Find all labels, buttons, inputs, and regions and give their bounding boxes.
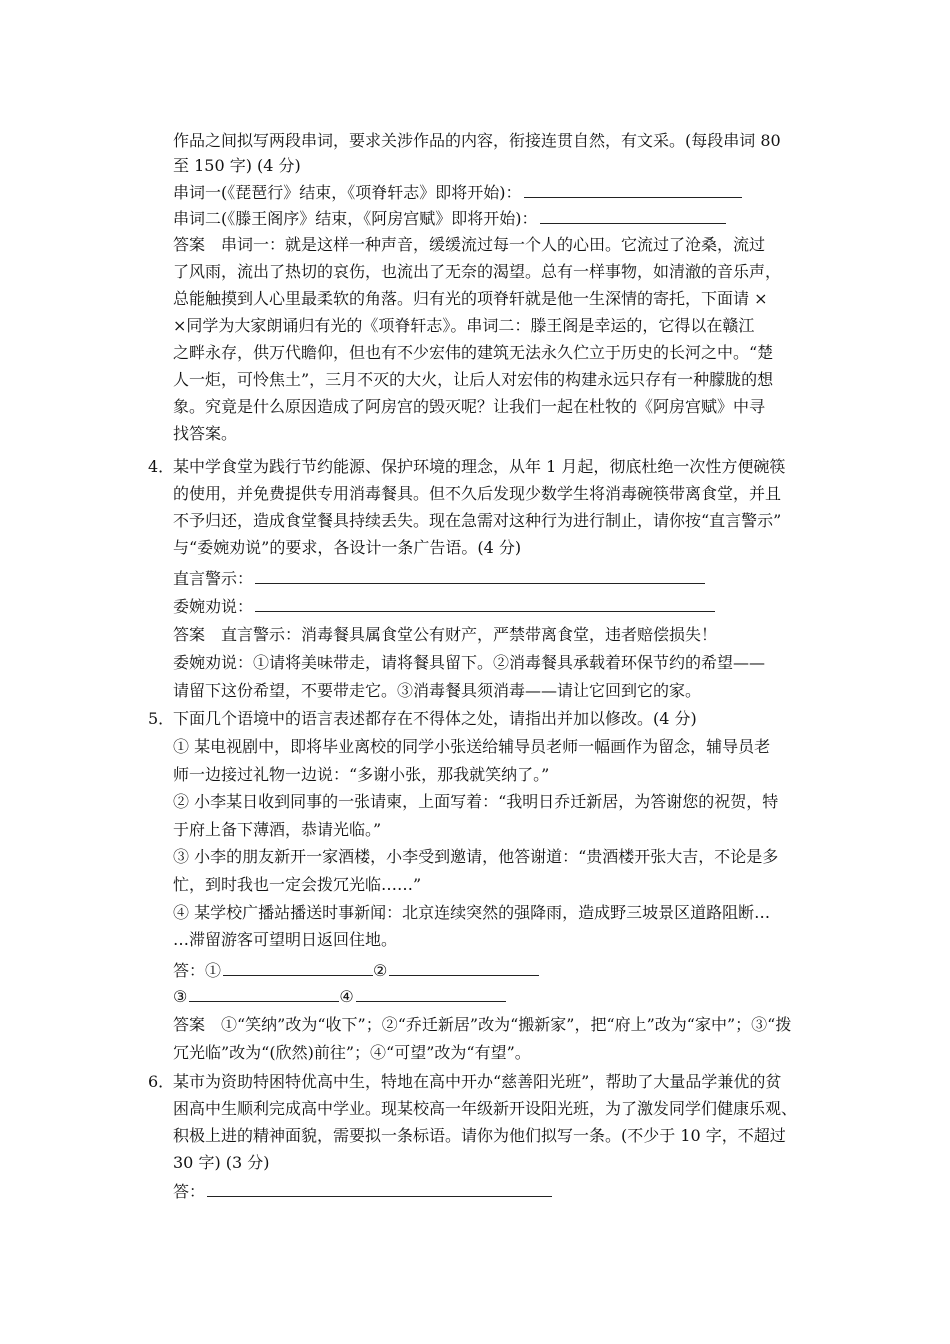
q4-field1-blank[interactable] [255,568,705,584]
q4-field2-label: 委婉劝说： [173,597,254,616]
q5-answer-line: 答案 ①“笑纳”改为“收下”；②“乔迁新居”改为“搬新家”，把“府上”改为“家中”；③“拨 [173,1015,792,1034]
q5-line: ③ 小李的朋友新开一家酒楼，小李受到邀请，他答谢道：“贵酒楼开张大吉，不论是多 [173,847,779,866]
q5-line: 于府上备下薄酒，恭请光临。” [173,820,382,839]
q5-mark-1: ① [205,961,222,980]
q5-mark-2: ② [373,961,388,980]
q6-line: 某市为资助特困特优高中生，特地在高中开办“慈善阳光班”，帮助了大量品学兼优的贫 [173,1072,782,1091]
q4-field2-blank[interactable] [255,596,715,612]
q4-field2 [173,596,715,616]
q5-line: 忙，到时我也一定会拨冗光临……” [173,875,422,894]
q4-answer-line: 请留下这份希望，不要带走它。③消毒餐具须消毒——请让它回到它的家。 [173,681,702,700]
q6-answer-blank[interactable] [207,1181,552,1197]
q5-line: 师一边接过礼物一边说：“多谢小张，那我就笑纳了。” [173,765,550,784]
q5-blank-4[interactable] [356,986,506,1002]
q4-line: 与“委婉劝说”的要求，各设计一条广告语。(4 分) [173,538,522,557]
q5-answer-row2 [173,986,506,1006]
q4-line: 不予归还，造成食堂餐具持续丢失。现在急需对这种行为进行制止，请你按“直言警示” [173,511,782,530]
q3-item1-blank[interactable] [524,182,742,198]
q3-answer-line: ×同学为大家朗诵归有光的《项脊轩志》。串词二：滕王阁是幸运的，它得以在赣江 [173,316,755,335]
q3-item1 [173,182,742,202]
q5-line: ④ 某学校广播站播送时事新闻：北京连续突然的强降雨，造成野三坡景区道路阻断… [173,903,771,922]
q5-mark-3: ③ [173,987,188,1006]
q5-line: ① 某电视剧中，即将毕业离校的同学小张送给辅导员老师一幅画作为留念，辅导员老 [173,737,771,756]
q3-answer-line: 找答案。 [173,424,238,443]
q4-answer-line: 答案 直言警示：消毒餐具属食堂公有财产，严禁带离食堂，违者赔偿损失！ [173,625,718,644]
q4-line: 的使用，并免费提供专用消毒餐具。但不久后发现少数学生将消毒碗筷带离食堂，并且 [173,484,782,503]
q5-answer-row1 [173,960,539,980]
q5-answer-line: 冗光临”改为“(欣然)前往”；④“可望”改为“有望”。 [173,1043,531,1062]
q5-line: 下面几个语境中的语言表述都存在不得体之处，请指出并加以修改。(4 分) [173,709,697,728]
q3-answer-line: 答案 串词一：就是这样一种声音，缓缓流过每一个人的心田。它流过了沧桑，流过 [173,235,766,254]
q4-answer-line: 委婉劝说：①请将美味带走，请将餐具留下。②消毒餐具承载着环保节约的希望—— [173,653,766,672]
q3-item2-blank[interactable] [540,208,726,224]
q3-item1-prefix: 串词一(《琵琶行》结束，《项脊轩志》即将开始)： [173,183,522,202]
q4-line: 某中学食堂为践行节约能源、保护环境的理念，从年 1 月起，彻底杜绝一次性方便碗筷 [173,457,786,476]
q3-item2-prefix: 串词二(《滕王阁序》结束，《阿房宫赋》即将开始)： [173,209,538,228]
q6-line: 30 字) (3 分) [173,1153,270,1172]
q6-number: 6． [148,1072,175,1091]
q4-number: 4． [148,457,175,476]
q5-blank-1[interactable] [223,960,373,976]
q5-blank-3[interactable] [189,986,339,1002]
q5-line: ② 小李某日收到同事的一张请柬，上面写着：“我明日乔迁新居，为答谢您的祝贺，特 [173,792,779,811]
q3-answer-line: 人一炬，可怜焦土”，三月不灭的大火，让后人对宏伟的构建永远只存有一种朦胧的想 [173,370,774,389]
q3-answer-line: 总能触摸到人心里最柔软的角落。归有光的项脊轩就是他一生深情的寄托，下面请 × [173,289,768,308]
q5-line: …滞留游客可望明日返回住地。 [173,930,398,949]
q4-field1 [173,568,705,588]
q3-line: 至 150 字) (4 分) [173,156,301,175]
q5-blank-2[interactable] [389,960,539,976]
q5-number: 5． [148,709,175,728]
q3-answer-line: 之畔永存，供万代瞻仰，但也有不少宏伟的建筑无法永久伫立于历史的长河之中。“楚 [173,343,774,362]
q3-answer-line: 象。究竟是什么原因造成了阿房宫的毁灭呢？让我们一起在杜牧的《阿房宫赋》中寻 [173,397,766,416]
q6-line: 困高中生顺利完成高中学业。现某校高一年级新开设阳光班，为了激发同学们健康乐观、 [173,1099,798,1118]
q3-item2 [173,208,726,228]
q4-field1-label: 直言警示： [173,569,254,588]
q6-answer-label: 答： [173,1182,206,1201]
q6-line: 积极上进的精神面貌，需要拟一条标语。请你为他们拟写一条。(不少于 10 字，不超过 [173,1126,786,1145]
q3-answer-line: 了风雨，流出了热切的哀伤，也流出了无奈的渴望。总有一样事物，如清澈的音乐声， [173,262,782,281]
q5-mark-4: ④ [339,987,354,1006]
q6-answer-row [173,1181,552,1201]
q5-answer-label: 答： [173,961,206,980]
q3-line: 作品之间拟写两段串词，要求关涉作品的内容，衔接连贯自然，有文采。(每段串词 80 [173,131,781,150]
